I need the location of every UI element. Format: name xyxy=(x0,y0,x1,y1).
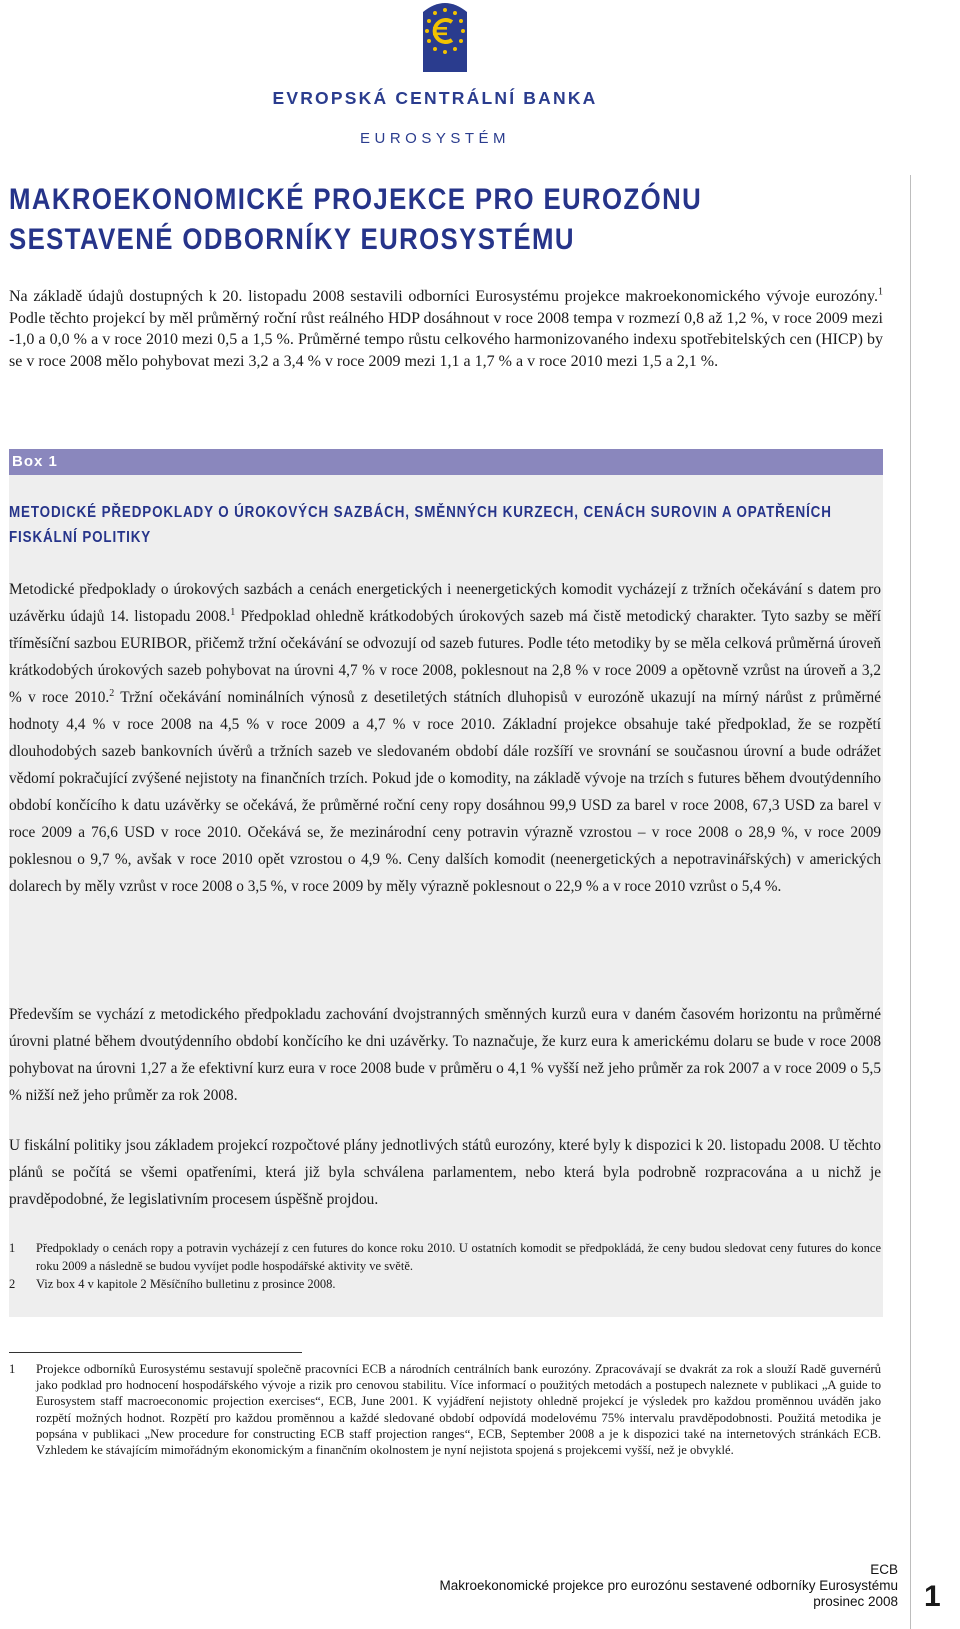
footnote-text: Projekce odborníků Eurosystému sestavují společně pracovníci ECB a národních centrálních bank eurozóny. Zpracovávají se dvakrát za rok a slouží Radě guvernérů jako podklad pro hodnocení hospodářského vývoje a rizik pro cenovou stabilitu. Více informací o použitých metodách a postupech naleznete v publikaci „A guide to Eurosystem staff macroeconomic projection exercises“, ECB, June 2001. K vyjádření nejistoty ohledně projekcí je výsledek pro každou proměnnou uváděn jako rozpětí možných hodnot. Rozpětí pro každou proměnnou a každé sledované období odpovídá modelovému 75% intervalu pravděpodobnosti. Použitá metodika je popsána v publikaci „New procedure for constructing ECB staff projection ranges“, ECB, September 2008 a je k dispozici také na internetových stránkách ECB. Vzhledem ke stávajícím mimořádným ekonomickým a finančním okolnostem je nyní nejistota spojená s projekcemi vyšší, než je obvyklé. xyxy=(36,1362,881,1458)
bank-name: EVROPSKÁ CENTRÁLNÍ BANKA xyxy=(272,88,598,108)
box-p1-text-b: Předpoklad ohledně krátkodobých úrokových sazeb má čistě metodický charakter. Tyto sazby se měří tříměsíční sazbou EURIBOR, přičemž tržní očekávání se odvozují od sazeb futures. Podle této metodiky by se měla celková průměrná úroveň krátkodobých úrokových sazeb pohybovat na úrovni 4,7 % v roce 2008, poklesnout na 2,8 % v roce 2009 a opětovně vzrůst na úroveň a 3,2 % v roce 2010. xyxy=(9,608,881,706)
box-note-text: Předpoklady o cenách ropy a potravin vycházejí z cen futures do konce roku 2010. U ostatních komodit se předpokládá, že ceny budou sledovat ceny futures do konce roku 2009 a následně se budou vyvíjet podle hospodářské aktivity ve světě. xyxy=(36,1241,881,1273)
box-p1-text-c: Tržní očekávání nominálních výnosů z desetiletých státních dluhopisů v eurozóně ukazují na mírný nárůst z průměrné hodnoty 4,4 % v roce 2008 na 4,5 % v roce 2009 a 4,7 % v roce 2010. Základní projekce obsahuje také předpoklad, že se rozpětí dlouhodobých sazeb bankovních úvěrů a tržních sazeb ve sledovaném období dále rozšíří ve srovnání se současnou úrovní a bude odrážet vědomí pokračující zvýšené nejistoty na finančních trzích. Pokud jde o komodity, na základě vývoje na trzích s futures během dvoutýdenního období končícího k datu uzávěrky se očekává, že průměrné roční ceny ropy dosáhnou 99,9 USD za barel v roce 2008, 67,3 USD za barel v roce 2009 a 76,6 USD v roce 2010. Očekává se, že mezinárodní ceny potravin výrazně vzrostou – v roce 2008 o 28,9 %, v roce 2009 poklesnou o 9,7 %, avšak v roce 2010 opět vzrostou o 4,9 %. Ceny dalších komodit (neenergetických a nepotravinářských) v amerických dolarech by měly vzrůst v roce 2008 o 3,5 %, v roce 2009 by měly výrazně poklesnout o 22,9 % a v roce 2010 vzrůst o 5,4 %. xyxy=(9,689,881,895)
ecb-euro-seal-icon xyxy=(403,0,487,72)
intro-text-2: Podle těchto projekcí by měl průměrný roční růst reálného HDP dosáhnout v roce 2008 tempa v rozmezí 0,8 až 1,2 %, v roce 2009 mezi -1,0 a 0,0 % a v roce 2010 mezi 0,5 a 1,5 %. Průměrné tempo růstu celkového harmonizovaného indexu spotřebitelských cen (HICP) by se v roce 2008 mělo pohybovat mezi 3,2 a 3,4 % v roce 2009 mezi 1,1 a 1,7 % a v roce 2010 mezi 1,5 a 2,1 %. xyxy=(9,309,883,370)
box-note-text: Viz box 4 v kapitole 2 Měsíčního bulletinu z prosince 2008. xyxy=(36,1277,336,1291)
footer-publication: Makroekonomické projekce pro eurozónu sestavené odborníky Eurosystému xyxy=(439,1578,898,1593)
page-title-line-1: MAKROEKONOMICKÉ PROJEKCE PRO EUROZÓNU xyxy=(9,183,703,216)
box-title-line-1: METODICKÉ PŘEDPOKLADY O ÚROKOVÝCH SAZBÁCH, SMĚNNÝCH KURZECH, CENÁCH SUROVIN A OPATŘENÍCH xyxy=(9,504,832,521)
page-footnote xyxy=(9,1361,881,1458)
box-note-ref-2: 2 xyxy=(109,687,115,699)
box-paragraph-1 xyxy=(9,576,881,900)
box-label: Box 1 xyxy=(12,453,58,470)
footer-date: prosinec 2008 xyxy=(813,1594,898,1609)
box-title-line-2: FISKÁLNÍ POLITIKY xyxy=(9,529,152,546)
ecb-logo xyxy=(250,0,710,152)
footnote-divider xyxy=(9,1352,302,1353)
intro-paragraph xyxy=(9,286,883,372)
box-paragraph-2: Především se vychází z metodického předpokladu zachování dvojstranných směnných kurzů eura v daném časovém horizontu na průměrné úrovni platné během dvoutýdenního období končícího ke dni uzávěrky. To naznačuje, že kurz eura k americkému dolaru se bude v roce 2008 pohybovat na úrovni 1,27 a že efektivní kurz eura v roce 2008 bude v průměru o 4,1 % vyšší než jeho průměr za rok 2007 a v roce 2009 o 5,5 % nižší než jeho průměr za rok 2008. xyxy=(9,1006,881,1104)
page-title-line-2: SESTAVENÉ ODBORNÍKY EUROSYSTÉMU xyxy=(9,223,575,256)
box-note-number: 2 xyxy=(9,1277,16,1291)
box-note xyxy=(9,1275,881,1293)
box-title xyxy=(9,500,874,550)
box-note-ref-1: 1 xyxy=(230,606,236,618)
footnote-ref-1: 1 xyxy=(878,286,883,298)
box-note xyxy=(9,1239,881,1275)
box-note-number: 1 xyxy=(9,1241,16,1255)
page-title xyxy=(9,180,749,260)
footer-publisher: ECB xyxy=(870,1562,898,1577)
box-notes xyxy=(9,1239,881,1293)
box-p1-text-a: Metodické předpoklady o úrokových sazbách a cenách energetických i neenergetických komodit vycházejí z tržních očekávání s datem pro uzávěrku údajů 14. listopadu 2008. xyxy=(9,581,881,625)
page-number: 1 xyxy=(924,1580,941,1613)
box-paragraph-3: U fiskální politiky jsou základem projekcí rozpočtové plány jednotlivých států eurozóny, které byly k dispozici k 20. listopadu 2008. U těchto plánů se počítá se všemi opatřeními, která již byla schválena parlamentem, nebo která byla podrobně rozpracována a u nichž je pravděpodobné, že legislativním procesem úspěšně projdou. xyxy=(9,1137,881,1208)
page-footer xyxy=(440,1562,899,1610)
eurosystem-name: EUROSYSTÉM xyxy=(359,130,510,147)
intro-text-1: Na základě údajů dostupných k 20. listopadu 2008 sestavili odborníci Eurosystému projekce makroekonomického vývoje eurozóny. xyxy=(9,288,878,305)
footnote-number: 1 xyxy=(9,1362,16,1376)
box-1 xyxy=(9,449,883,1317)
box-header xyxy=(9,449,883,475)
margin-rule xyxy=(910,175,911,1629)
footnote-item xyxy=(9,1361,881,1458)
